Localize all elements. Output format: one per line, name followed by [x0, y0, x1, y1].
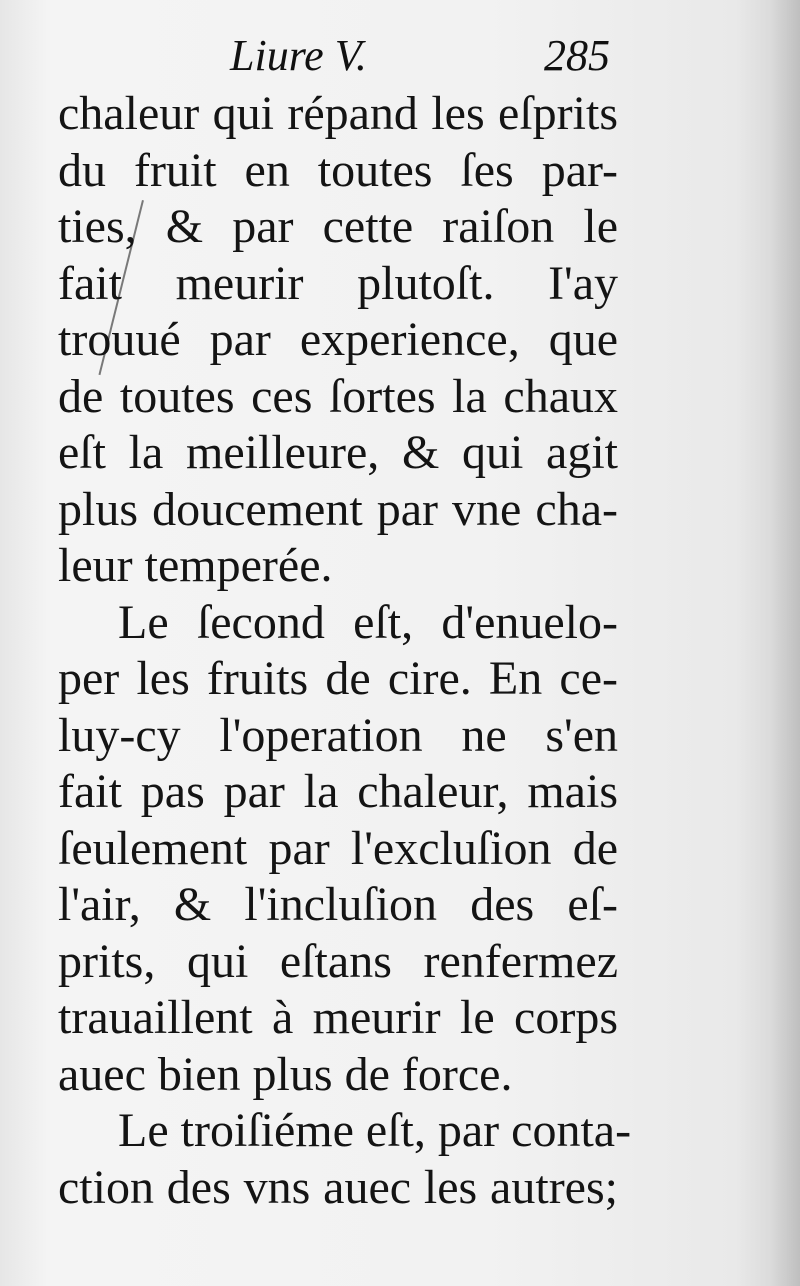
text-line: per les fruits de cire. En ce- — [58, 652, 618, 705]
text-line: ction des vns auec les autres; — [58, 1160, 618, 1214]
text-line: ſeulement par l'excluſion de — [58, 821, 618, 875]
text-line: ties, & par cette raiſon le — [58, 200, 618, 253]
text-line: trouué par experience, que — [58, 313, 618, 366]
text-line: Le troiſiéme eſt, par conta- — [118, 1104, 632, 1157]
page-number: 285 — [544, 31, 610, 80]
text-line: leur temperée. — [58, 539, 333, 592]
page-gutter-shadow — [770, 0, 800, 1286]
text-line: Le ſecond eſt, d'enuelo- — [118, 595, 618, 649]
text-line: l'air, & l'incluſion des eſ- — [58, 878, 618, 931]
text-line: plus doucement par vne cha- — [58, 482, 618, 536]
text-line: prits, qui eſtans renfermez — [58, 934, 618, 988]
running-title: Liure V. — [230, 31, 367, 80]
text-line: luy-cy l'operation ne s'en — [58, 708, 618, 762]
body-text — [58, 86, 632, 1216]
text-line: fait meurir plutoſt. I'ay — [58, 256, 618, 310]
text-line: auec bien plus de force. — [58, 1047, 513, 1101]
text-line: fait pas par la chaleur, mais — [58, 765, 618, 818]
text-line: de toutes ces ſortes la chaux — [58, 369, 618, 423]
text-line: chaleur qui répand les eſprits — [58, 87, 618, 140]
text-line: eſt la meilleure, & qui agit — [58, 426, 618, 479]
text-line: trauaillent à meurir le corps — [58, 991, 618, 1044]
page-header — [230, 30, 610, 90]
text-line: du fruit en toutes ſes par- — [58, 143, 618, 197]
